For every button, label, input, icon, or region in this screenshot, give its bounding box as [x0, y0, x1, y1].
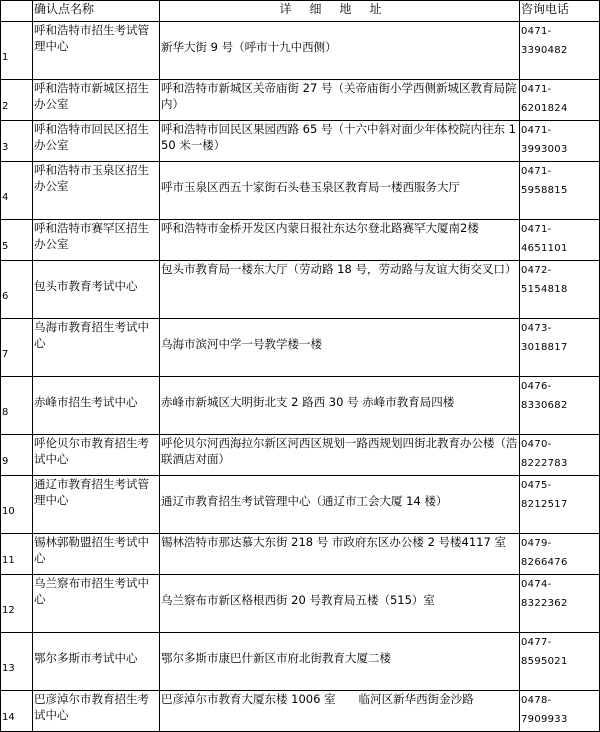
- row-index-cell: [1, 220, 33, 261]
- row-index-cell: [1, 261, 33, 319]
- phone-number: 8266476: [521, 557, 568, 568]
- table-row: [1, 633, 600, 691]
- phone-area-code: 0472-: [521, 265, 552, 276]
- row-index: 6: [2, 290, 9, 302]
- header-address-cell: 详细地址: [160, 1, 520, 22]
- row-index-cell: [1, 377, 33, 435]
- phone-number: 3993003: [521, 144, 568, 155]
- phone-area-code: 0477-: [521, 637, 552, 648]
- row-index: 12: [2, 604, 15, 616]
- site-address-cell: 呼市玉泉区西五十家街石头巷玉泉区教育局一楼西服务大厅: [160, 162, 520, 220]
- phone-number: 8330682: [521, 400, 568, 411]
- phone-area-code: 0475-: [521, 480, 552, 491]
- site-phone-cell: [520, 319, 600, 377]
- site-address-cell: 呼伦贝尔河西海拉尔新区河西区规划一路西规划四街北教育办公楼（浩联酒店对面）: [160, 435, 520, 476]
- row-index-cell: [1, 575, 33, 633]
- row-index: 5: [2, 241, 9, 252]
- phone-area-code: 0479-: [521, 538, 552, 549]
- row-index: 3: [2, 142, 9, 153]
- site-name-cell: 呼和浩特市玉泉区招生办公室: [33, 162, 160, 220]
- row-index-cell: [1, 80, 33, 121]
- table-row: [1, 377, 600, 435]
- row-index: 1: [2, 51, 9, 63]
- row-index: 14: [2, 712, 15, 723]
- phone-number: 4651101: [521, 243, 568, 254]
- table-row: [1, 435, 600, 476]
- site-name-cell: 乌海市教育招生考试中心: [33, 319, 160, 377]
- site-name-cell: 巴彦淖尔市教育招生考试中心: [33, 691, 160, 732]
- row-index-cell: [1, 476, 33, 534]
- site-address-cell: 通辽市教育招生考试管理中心（通辽市工会大厦 14 楼）: [160, 476, 520, 534]
- row-index-cell: [1, 435, 33, 476]
- row-index: 2: [2, 101, 9, 112]
- row-index-cell: [1, 22, 33, 80]
- site-address-cell: 新华大街 9 号（呼市十九中西侧）: [160, 22, 520, 80]
- phone-area-code: 0471-: [521, 26, 552, 37]
- site-name-cell: 赤峰市招生考试中心: [33, 377, 160, 435]
- site-name-cell: 呼和浩特市赛罕区招生办公室: [33, 220, 160, 261]
- phone-area-code: 0471-: [521, 84, 552, 95]
- phone-area-code: 0471-: [521, 125, 552, 136]
- site-phone-cell: [520, 377, 600, 435]
- table-row: [1, 575, 600, 633]
- phone-number: 8595021: [521, 656, 568, 667]
- site-name-cell: 鄂尔多斯市考试中心: [33, 633, 160, 691]
- site-name-cell: 通辽市教育招生考试管理中心: [33, 476, 160, 534]
- site-phone-cell: [520, 80, 600, 121]
- site-phone-cell: [520, 633, 600, 691]
- row-index: 11: [2, 555, 15, 566]
- phone-number: 8222783: [521, 458, 568, 469]
- phone-area-code: 0476-: [521, 381, 552, 392]
- site-name-cell: 呼伦贝尔市教育招生考试中心: [33, 435, 160, 476]
- site-address-cell: 包头市教育局一楼东大厅（劳动路 18 号，劳动路与友谊大街交叉口）: [160, 261, 520, 319]
- phone-area-code: 0474-: [521, 579, 552, 590]
- row-index: 13: [2, 662, 15, 674]
- site-address-cell: 呼和浩特市回民区果园西路 65 号（十六中斜对面少年体校院内往东 150 米一楼）: [160, 121, 520, 162]
- row-index: 9: [2, 456, 9, 467]
- site-name-cell: 呼和浩特市新城区招生办公室: [33, 80, 160, 121]
- site-phone-cell: [520, 691, 600, 732]
- site-phone-cell: [520, 476, 600, 534]
- table-row: [1, 476, 600, 534]
- site-address-cell: 乌兰察布市新区格根西街 20 号教育局五楼（515）室: [160, 575, 520, 633]
- table-row: [1, 261, 600, 319]
- row-index-cell: [1, 121, 33, 162]
- site-name-cell: 呼和浩特市回民区招生办公室: [33, 121, 160, 162]
- phone-area-code: 0470-: [521, 439, 552, 450]
- table-row: [1, 121, 600, 162]
- site-address-cell: 鄂尔多斯市康巴什新区市府北街教育大厦二楼: [160, 633, 520, 691]
- table-row: [1, 220, 600, 261]
- table-row: [1, 691, 600, 732]
- phone-number: 5154818: [521, 284, 568, 295]
- phone-number: 3390482: [521, 45, 568, 56]
- table-row: [1, 80, 600, 121]
- row-index: 7: [2, 348, 9, 360]
- site-address-cell: 乌海市滨河中学一号教学楼一楼: [160, 319, 520, 377]
- header-phone-cell: 咨询电话: [520, 1, 600, 22]
- row-index: 8: [2, 406, 9, 418]
- row-index-cell: [1, 162, 33, 220]
- site-address-cell: 锡林浩特市那达慕大东街 218 号 市政府东区办公楼 2 号楼4117 室: [160, 534, 520, 575]
- site-phone-cell: [520, 575, 600, 633]
- table-row: [1, 319, 600, 377]
- table-row: [1, 22, 600, 80]
- row-index-cell: [1, 534, 33, 575]
- phone-number: 6201824: [521, 103, 568, 114]
- row-index-cell: [1, 319, 33, 377]
- phone-area-code: 0471-: [521, 224, 552, 235]
- phone-number: 5958815: [521, 185, 568, 196]
- row-index: 4: [2, 191, 9, 203]
- phone-number: 8322362: [521, 598, 568, 609]
- header-index-cell: [1, 1, 33, 22]
- phone-number: 3018817: [521, 342, 568, 353]
- site-name-cell: 锡林郭勒盟招生考试中心: [33, 534, 160, 575]
- table-row: [1, 162, 600, 220]
- site-name-cell: 包头市教育考试中心: [33, 261, 160, 319]
- site-address-cell: 呼和浩特市新城区关帝庙街 27 号（关帝庙街小学西侧新城区教育局院内）: [160, 80, 520, 121]
- phone-area-code: 0473-: [521, 323, 552, 334]
- site-address-cell: 赤峰市新城区大明街北支 2 路西 30 号 赤峰市教育局四楼: [160, 377, 520, 435]
- site-phone-cell: [520, 162, 600, 220]
- site-phone-cell: [520, 534, 600, 575]
- site-name-cell: 乌兰察布市招生考试中心: [33, 575, 160, 633]
- site-phone-cell: [520, 220, 600, 261]
- table-header-row: [1, 1, 600, 22]
- site-address-cell: 呼和浩特市金桥开发区内蒙日报社东达尔登北路赛罕大厦南2楼: [160, 220, 520, 261]
- phone-area-code: 0471-: [521, 166, 552, 177]
- site-phone-cell: [520, 22, 600, 80]
- table-row: [1, 534, 600, 575]
- site-name-cell: 呼和浩特市招生考试管理中心: [33, 22, 160, 80]
- phone-area-code: 0478-: [521, 695, 552, 706]
- phone-number: 8212517: [521, 499, 568, 510]
- site-address-cell: 巴彦淖尔市教育大厦东楼 1006 室 临河区新华西街金沙路: [160, 691, 520, 732]
- site-phone-cell: [520, 435, 600, 476]
- site-phone-cell: [520, 261, 600, 319]
- site-phone-cell: [520, 121, 600, 162]
- row-index: 10: [2, 505, 15, 517]
- header-name-cell: 确认点名称: [33, 1, 160, 22]
- row-index-cell: [1, 633, 33, 691]
- row-index-cell: [1, 691, 33, 732]
- phone-number: 7909933: [521, 714, 568, 725]
